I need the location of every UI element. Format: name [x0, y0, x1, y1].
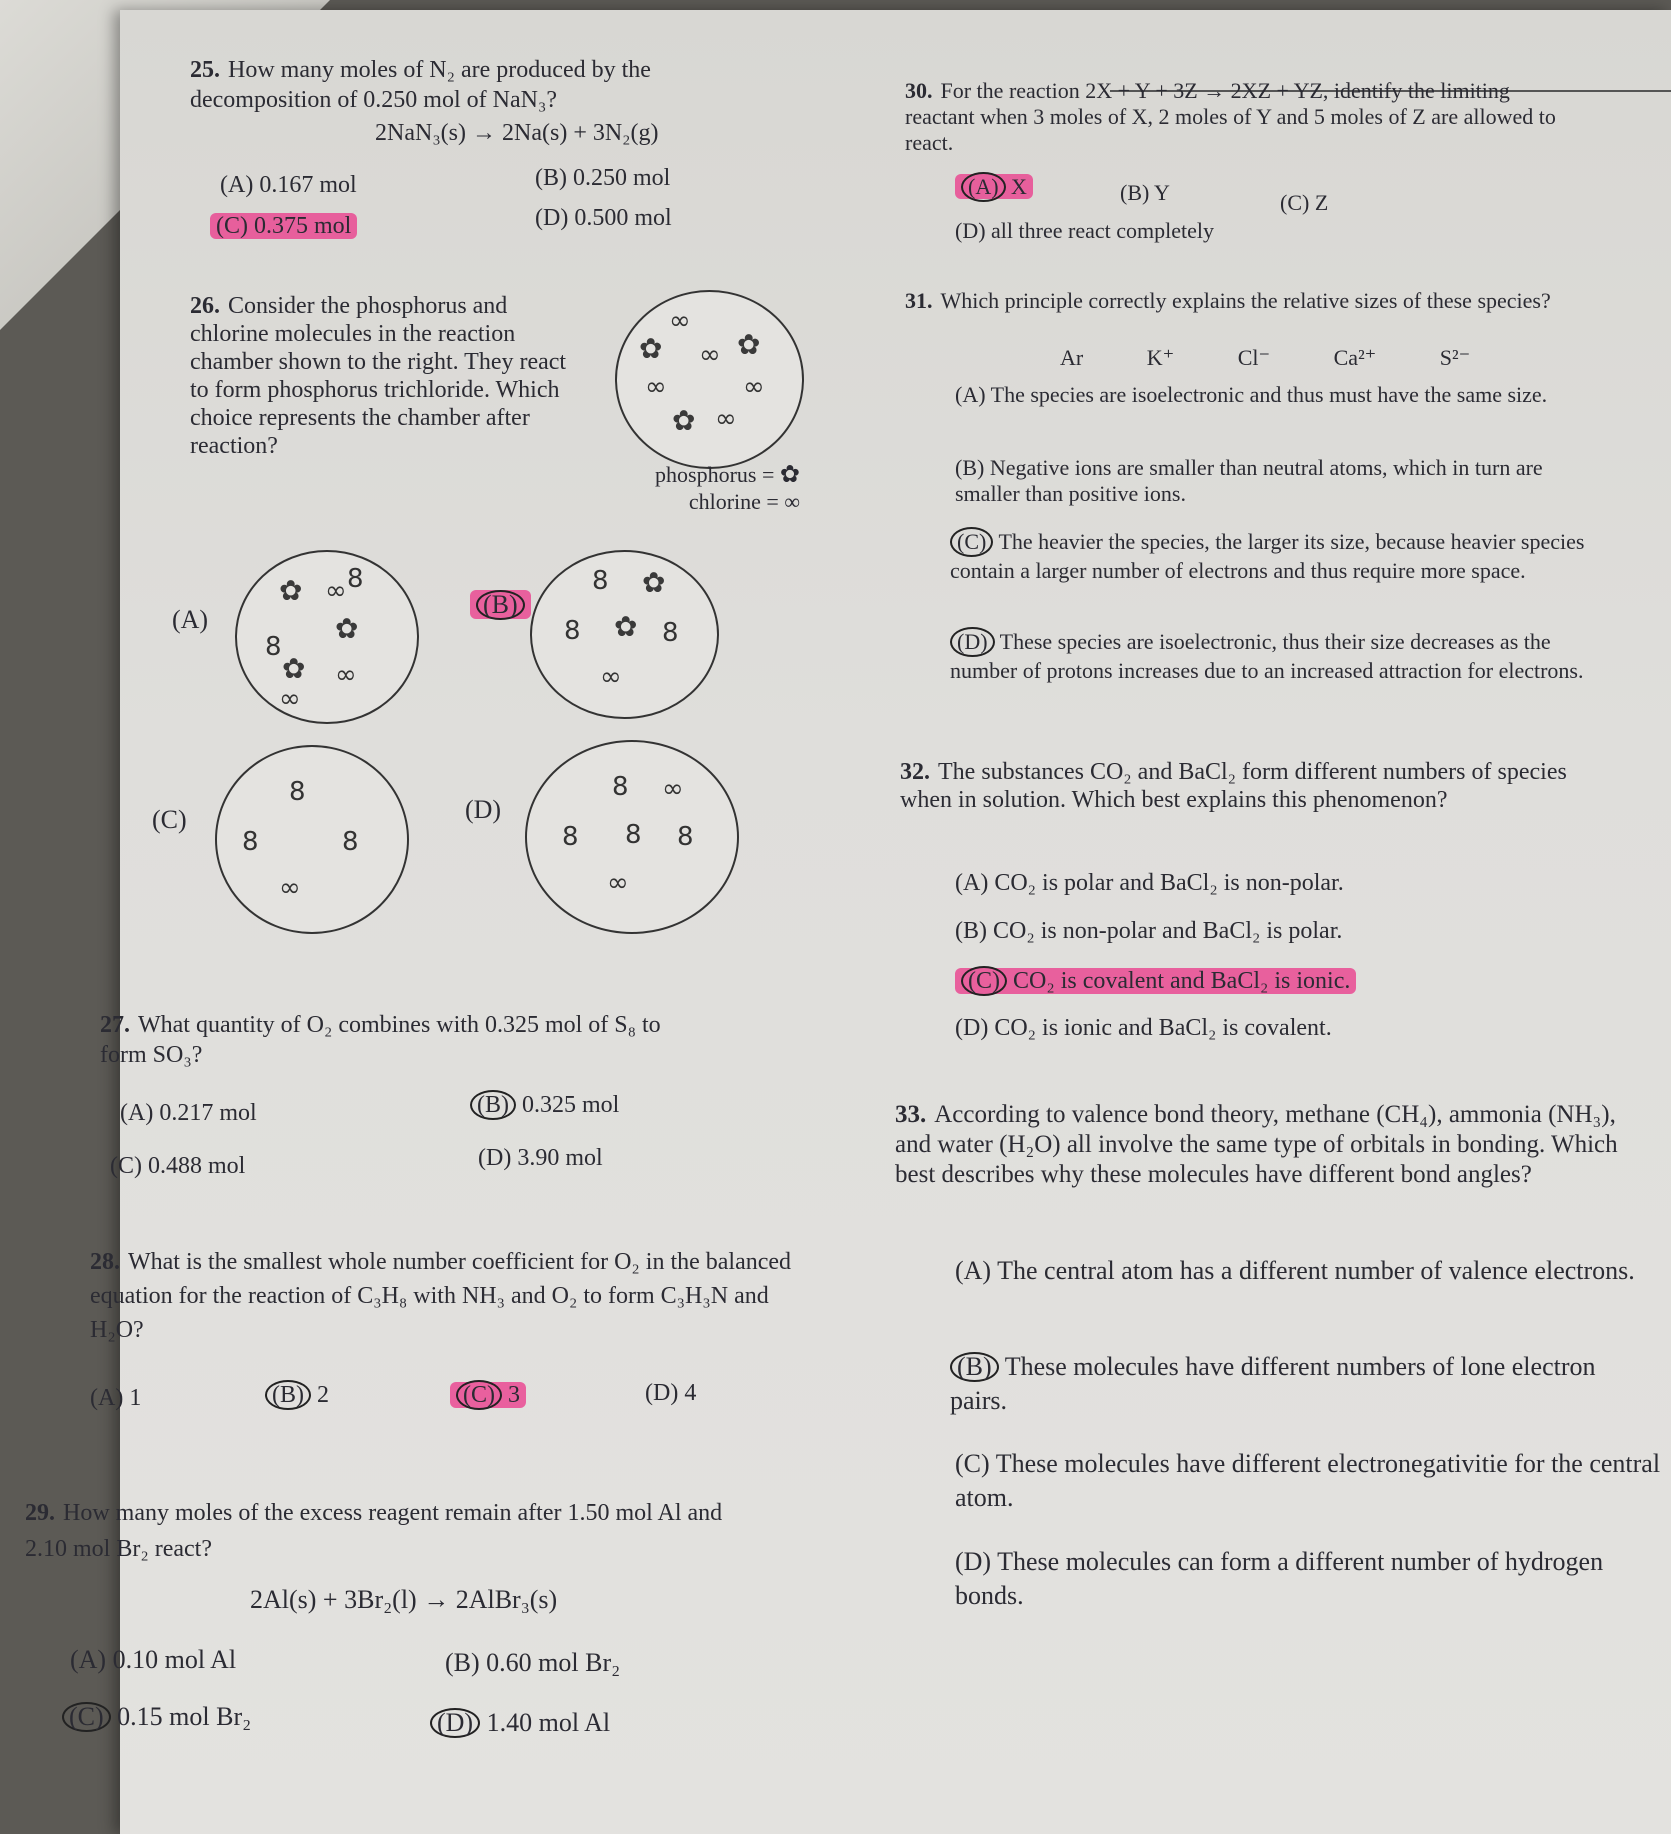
q28-option-b[interactable]: (B) 2: [265, 1380, 329, 1410]
chlorine-molecule: ∞: [645, 372, 667, 402]
q31-option-d[interactable]: (D) These species are isoelectronic, thus their size decreases as the number of protons increases due to an increased attraction for electrons.: [950, 629, 1584, 683]
question-text: What is the smallest whole number coefficient for O₂ in the balanced equation for the reaction of C₃H₈ with NH₃ and O₂ to form C₃H₃N and H₂O?: [90, 1249, 792, 1343]
question-text: Which principle correctly explains the relative sizes of these species?: [940, 288, 1551, 313]
reaction-chamber: [615, 290, 804, 469]
q32-option-d[interactable]: (D) CO₂ is ionic and BaCl₂ is covalent.: [955, 1015, 1332, 1041]
q31-option-c[interactable]: (C) The heavier the species, the larger its size, because heavier species contain a larger number of electrons and thus require more space.: [950, 529, 1585, 583]
q25-option-c[interactable]: (C) 0.375 mol: [210, 213, 357, 240]
q26-choice-d-chamber[interactable]: 8 ∞ 8 8 8 ∞: [525, 740, 739, 934]
question-31: [905, 288, 1565, 314]
phosphorus-icon: ✿: [779, 462, 800, 488]
question-32: [900, 758, 1620, 814]
question-25: [190, 55, 710, 115]
q27-option-d[interactable]: (D) 3.90 mol: [478, 1145, 603, 1171]
question-33: [895, 1100, 1635, 1190]
q26-choice-b-label[interactable]: (B): [470, 590, 531, 620]
species-k: K⁺: [1146, 345, 1175, 370]
q27-option-c[interactable]: (C) 0.488 mol: [110, 1153, 246, 1179]
q30-option-d[interactable]: (D) all three react completely: [955, 218, 1214, 243]
q31-option-a[interactable]: (A) The species are isoelectronic and thus must have the same size.: [955, 382, 1548, 407]
q25-option-b[interactable]: (B) 0.250 mol: [535, 165, 671, 191]
chlorine-molecule: ∞: [669, 306, 691, 336]
question-text: How many moles of N₂ are produced by the decomposition of 0.250 mol of NaN₃?: [190, 57, 651, 113]
q31-option-b[interactable]: (B) Negative ions are smaller than neutral atoms, which in turn are smaller than positive ions.: [955, 455, 1543, 506]
legend: [570, 460, 800, 515]
q26-choice-d-label[interactable]: (D): [465, 795, 502, 824]
q28-option-a[interactable]: (A) 1: [90, 1385, 142, 1411]
question-text: The substances CO₂ and BaCl₂ form different numbers of species when in solution. Which best explains this phenomenon?: [900, 759, 1567, 813]
q26-choice-a-chamber[interactable]: ✿ ∞ 8 ✿ 8 ✿ ∞ ∞: [235, 550, 419, 724]
question-number: 28.: [90, 1249, 120, 1275]
question-text: How many moles of the excess reagent remain after 1.50 mol Al and 2.10 mol Br₂ react?: [25, 1500, 723, 1562]
question-number: 30.: [905, 78, 933, 103]
phosphorus-molecule: ✿: [737, 328, 761, 361]
q27-option-a[interactable]: (A) 0.217 mol: [120, 1100, 257, 1126]
species-s: S²⁻: [1439, 345, 1471, 370]
q33-option-c[interactable]: (C) These molecules have different electronegativitie for the central atom.: [955, 1449, 1661, 1512]
q25-equation: 2NaN₃(s) → 2Na(s) + 3N₂(g): [375, 120, 659, 146]
legend-phosphorus-label: phosphorus =: [655, 462, 775, 487]
q33-option-d[interactable]: (D) These molecules can form a different number of hydrogen bonds.: [955, 1547, 1604, 1610]
question-text: For the reaction 2X + Y + 3Z → 2XZ + YZ, identify the limiting reactant when 3 moles of X, 2 moles of Y and 5 moles of Z are allowed to react.: [905, 78, 1556, 155]
q30-option-a[interactable]: (A) X: [955, 172, 1033, 202]
question-number: 33.: [895, 1101, 927, 1128]
q29-option-a[interactable]: (A) 0.10 mol Al: [70, 1645, 237, 1674]
q32-option-a[interactable]: (A) CO₂ is polar and BaCl₂ is non-polar.: [955, 870, 1344, 896]
question-number: 26.: [190, 293, 220, 319]
question-27: [100, 1010, 700, 1070]
question-29: [25, 1495, 755, 1567]
legend-chlorine-label: chlorine =: [688, 489, 779, 514]
q27-option-b[interactable]: (B) 0.325 mol: [470, 1090, 619, 1120]
q26-choice-c-chamber[interactable]: 8 8 8 ∞: [215, 745, 409, 934]
q30-option-b[interactable]: (B) Y: [1120, 180, 1170, 205]
species-cl: Cl⁻: [1237, 345, 1271, 370]
q25-option-a[interactable]: (A) 0.167 mol: [220, 172, 357, 198]
question-number: 31.: [905, 288, 933, 313]
phosphorus-molecule: ✿: [639, 332, 663, 365]
phosphorus-molecule: ✿: [672, 404, 696, 437]
q30-option-c[interactable]: (C) Z: [1280, 190, 1329, 215]
question-30: [905, 78, 1565, 156]
q26-choice-b-chamber[interactable]: 8 ✿ 8 ✿ 8 ∞: [530, 550, 719, 719]
chlorine-molecule: ∞: [743, 372, 765, 402]
question-text: Consider the phosphorus and chlorine molecules in the reaction chamber shown to the right. They react to form phosphorus trichloride. Which choice represents the chamber after reaction?: [190, 293, 567, 459]
species-ca: Ca²⁺: [1333, 345, 1377, 370]
question-number: 27.: [100, 1012, 130, 1038]
q31-species-list: [1060, 345, 1528, 371]
question-28: [90, 1245, 810, 1347]
q32-option-c[interactable]: (C) CO₂ is covalent and BaCl₂ is ionic.: [955, 966, 1356, 996]
q29-option-c[interactable]: (C) 0.15 mol Br₂: [62, 1702, 251, 1732]
chlorine-molecule: ∞: [715, 404, 737, 434]
q25-option-d[interactable]: (D) 0.500 mol: [535, 205, 672, 231]
chlorine-icon: ∞: [784, 489, 800, 514]
question-number: 25.: [190, 57, 220, 83]
chlorine-molecule: ∞: [699, 340, 721, 370]
question-number: 32.: [900, 759, 930, 785]
question-text: What quantity of O₂ combines with 0.325 mol of S₈ to form SO₃?: [100, 1012, 661, 1068]
q26-choice-a-label[interactable]: (A): [172, 605, 209, 634]
q28-option-c[interactable]: (C) 3: [450, 1380, 526, 1410]
species-ar: Ar: [1060, 345, 1084, 370]
q28-option-d[interactable]: (D) 4: [645, 1380, 697, 1406]
q29-equation: 2Al(s) + 3Br₂(l) → 2AlBr₃(s): [250, 1585, 558, 1614]
question-text: According to valence bond theory, methane (CH₄), ammonia (NH₃), and water (H₂O) all involve the same type of orbitals in bonding. Which best describes why these molecules have different bond angles?: [895, 1101, 1618, 1188]
question-26: [190, 292, 570, 460]
q29-option-b[interactable]: (B) 0.60 mol Br₂: [445, 1648, 621, 1677]
q29-option-d[interactable]: (D) 1.40 mol Al: [430, 1708, 610, 1738]
question-number: 29.: [25, 1500, 55, 1526]
q32-option-b[interactable]: (B) CO₂ is non-polar and BaCl₂ is polar.: [955, 918, 1343, 944]
q33-option-a[interactable]: (A) The central atom has a different number of valence electrons.: [955, 1256, 1635, 1285]
q26-choice-c-label[interactable]: (C): [152, 805, 187, 834]
q33-option-b[interactable]: (B) These molecules have different numbers of lone electron pairs.: [950, 1352, 1596, 1415]
